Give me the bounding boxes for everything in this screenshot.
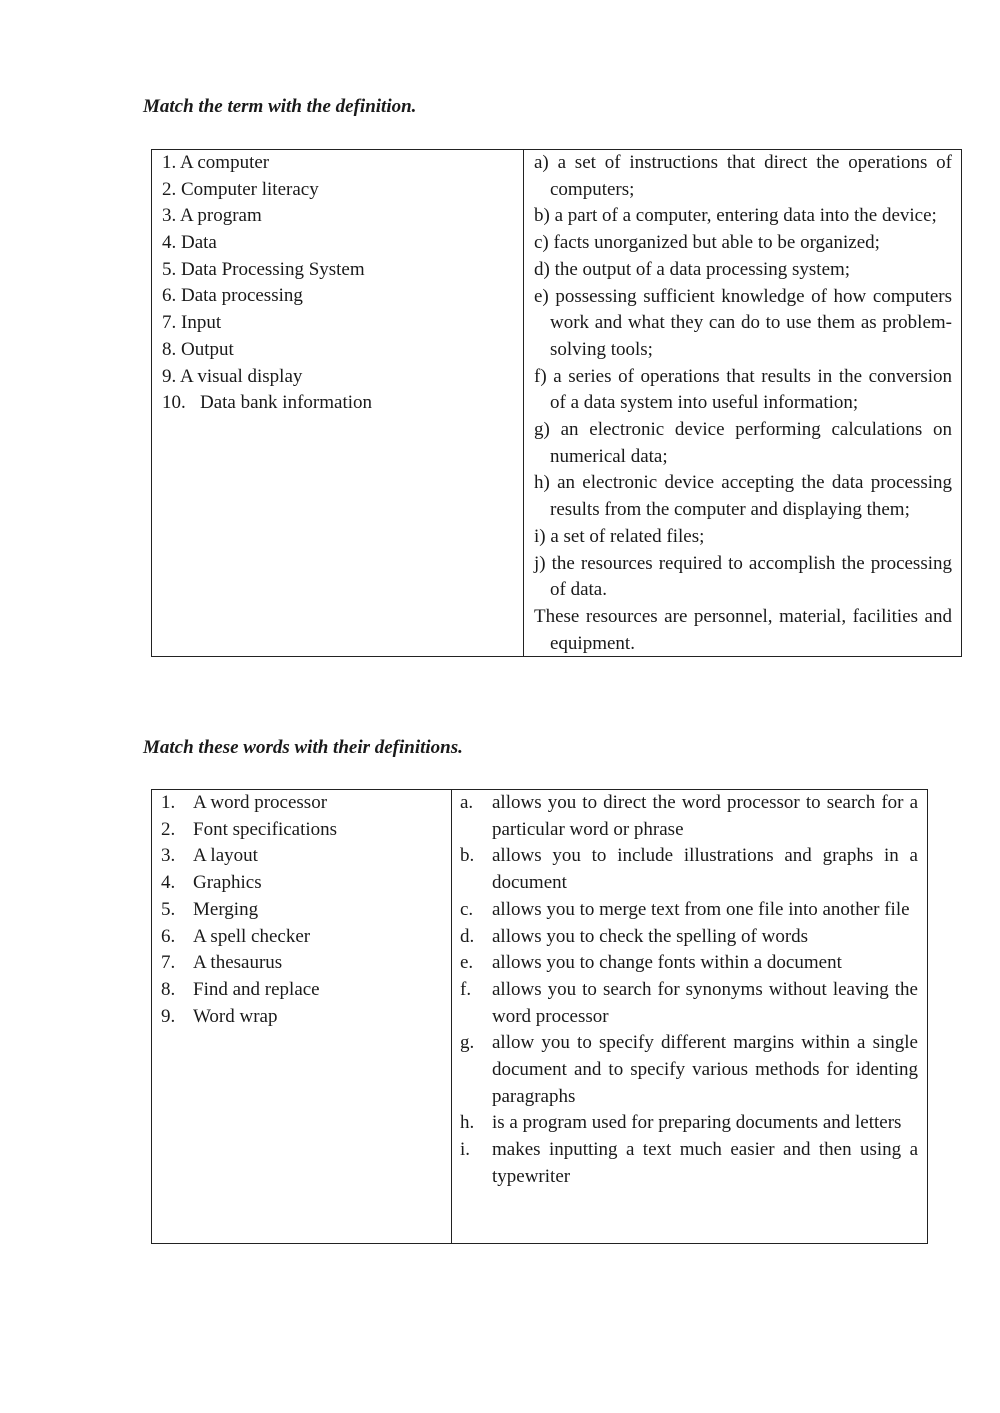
word-number: 7. — [161, 952, 176, 974]
definition-item: b) a part of a computer, entering data into the device; — [534, 205, 937, 227]
definition-text: allows you to include illustrations and graphs in a document — [492, 845, 918, 894]
word-item — [161, 950, 451, 977]
word-definitions-column — [452, 790, 927, 1243]
word-definition-item — [460, 1137, 918, 1190]
definition-letter: a. — [460, 792, 474, 813]
word-item — [161, 790, 451, 817]
word-number: 1. — [161, 792, 176, 813]
definition-item: h) an electronic device accepting the data processing results from the computer and displaying them; — [534, 472, 952, 521]
word-text: Find and replace — [193, 978, 320, 1000]
word-item — [161, 977, 451, 1004]
word-number: 9. — [161, 1005, 176, 1027]
word-item — [161, 1004, 451, 1031]
definition-note: These resources are personnel, material, facilities and equipment. — [534, 605, 952, 654]
word-definition-item — [460, 1030, 918, 1110]
word-number: 2. — [161, 818, 176, 840]
word-text: A spell checker — [193, 925, 311, 947]
definitions-column — [524, 150, 961, 656]
term-item: 1. A computer — [162, 152, 270, 173]
word-item — [161, 843, 451, 870]
word-number: 5. — [161, 898, 176, 920]
definition-text: allows you to search for synonyms without leaving the word processor — [492, 978, 918, 1027]
word-number: 8. — [161, 978, 176, 1000]
term-item: 3. A program — [162, 205, 262, 227]
definition-text: allow you to specify different margins within a single document and to specify various methods for identing paragraphs — [492, 1032, 918, 1107]
words-definitions-table — [151, 789, 928, 1244]
word-text: A layout — [193, 845, 258, 867]
term-item: 9. A visual display — [162, 365, 303, 387]
word-definition-item — [460, 1110, 918, 1137]
definition-text: allows you to change fonts within a document — [492, 952, 842, 974]
terms-definitions-table — [151, 149, 962, 657]
term-item: 8. Output — [162, 338, 234, 360]
word-text: A thesaurus — [193, 952, 283, 974]
definition-item: d) the output of a data processing system; — [534, 258, 851, 280]
word-text: A word processor — [193, 792, 328, 813]
definition-item: g) an electronic device performing calculations on numerical data; — [534, 419, 952, 467]
definition-text: is a program used for preparing documents and letters — [492, 1112, 902, 1134]
word-text: Font specifications — [193, 818, 338, 840]
word-definition-item — [460, 843, 918, 896]
term-item: 10. Data bank information — [162, 392, 373, 414]
word-definition-item — [460, 897, 918, 924]
words-column — [152, 790, 452, 1243]
definition-item: i) a set of related files; — [534, 525, 705, 547]
word-text: Word wrap — [193, 1005, 278, 1027]
definition-text: makes inputting a text much easier and then using a typewriter — [492, 1139, 918, 1187]
section1-heading: Match the term with the definition. — [143, 96, 417, 117]
definition-letter: h. — [460, 1112, 475, 1134]
word-definition-item — [460, 977, 918, 1030]
term-item: 7. Input — [162, 312, 222, 334]
definition-letter: f. — [460, 978, 472, 1000]
word-item — [161, 870, 451, 897]
definition-letter: b. — [460, 845, 475, 867]
word-item — [161, 897, 451, 924]
word-definition-item — [460, 950, 918, 977]
word-item — [161, 817, 451, 844]
terms-column — [152, 150, 524, 656]
word-number: 3. — [161, 845, 176, 867]
definition-letter: g. — [460, 1032, 475, 1054]
definition-text: allows you to check the spelling of words — [492, 925, 809, 947]
definition-letter: i. — [460, 1139, 471, 1161]
term-item: 4. Data — [162, 232, 217, 254]
definition-text: allows you to merge text from one file into another file — [492, 898, 910, 920]
term-item: 6. Data processing — [162, 285, 303, 307]
definition-item: f) a series of operations that results in the conversion of a data system into useful information; — [534, 365, 952, 414]
word-item — [161, 924, 451, 951]
word-number: 4. — [161, 872, 176, 894]
definition-letter: d. — [460, 925, 475, 947]
word-text: Merging — [193, 898, 259, 920]
term-item: 5. Data Processing System — [162, 258, 365, 280]
word-text: Graphics — [193, 872, 262, 894]
definition-text: allows you to direct the word processor to search for a particular word or phrase — [492, 792, 918, 840]
word-definition-item — [460, 924, 918, 951]
definition-item: c) facts unorganized but able to be organized; — [534, 232, 880, 254]
definition-item: e) possessing sufficient knowledge of how computers work and what they can do to use them as problem-solving tools; — [534, 285, 952, 360]
definition-item: a) a set of instructions that direct the operations of computers; — [534, 152, 952, 200]
section2-heading: Match these words with their definitions. — [143, 737, 463, 758]
definition-letter: e. — [460, 952, 474, 974]
term-item: 2. Computer literacy — [162, 178, 319, 200]
definition-item: j) the resources required to accomplish the processing of data. — [534, 552, 952, 601]
word-number: 6. — [161, 925, 176, 947]
word-definition-item — [460, 790, 918, 843]
definition-letter: c. — [460, 898, 474, 920]
